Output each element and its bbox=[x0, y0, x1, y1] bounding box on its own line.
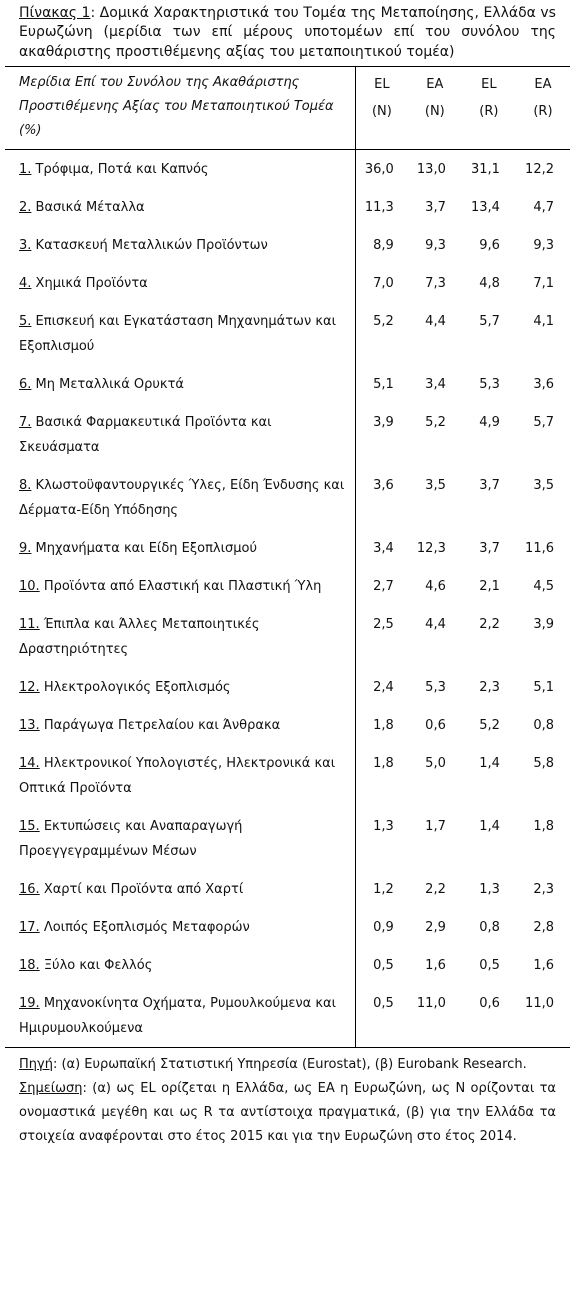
table-caption-label: Πίνακας 1 bbox=[19, 5, 91, 21]
value-cell: 5,1 bbox=[533, 679, 554, 695]
table-row bbox=[5, 188, 570, 226]
table-row bbox=[5, 529, 570, 567]
value-cell: 2,5 bbox=[373, 616, 394, 632]
row-label-text: Ηλεκτρολογικός Εξοπλισμός bbox=[43, 679, 231, 695]
value-cell: 2,2 bbox=[425, 881, 446, 897]
row-label-text: Κατασκευή Μεταλλικών Προϊόντων bbox=[35, 237, 268, 253]
value-cell: 3,7 bbox=[479, 477, 500, 493]
row-label bbox=[5, 807, 356, 870]
row-label bbox=[5, 605, 356, 668]
value-cell: 13,0 bbox=[416, 161, 446, 177]
table-row bbox=[5, 807, 570, 870]
table-row bbox=[5, 668, 570, 706]
row-label bbox=[5, 529, 356, 567]
row-label-text: Ηλεκτρονικοί Υπολογιστές, Ηλεκτρονικά και Οπτικά Προϊόντα bbox=[19, 755, 336, 796]
value-cell: 11,3 bbox=[364, 199, 394, 215]
value-cell: 5,7 bbox=[479, 313, 500, 329]
value-cell: 5,2 bbox=[479, 717, 500, 733]
value-cell: 4,8 bbox=[479, 275, 500, 291]
table-row bbox=[5, 984, 570, 1048]
value-cell: 1,6 bbox=[425, 957, 446, 973]
value-cell: 3,5 bbox=[425, 477, 446, 493]
value-cell: 1,6 bbox=[533, 957, 554, 973]
value-cell: 2,1 bbox=[479, 578, 500, 594]
value-cell: 1,7 bbox=[425, 818, 446, 834]
row-label bbox=[5, 302, 356, 365]
value-cell: 5,0 bbox=[425, 755, 446, 771]
value-cell: 2,4 bbox=[373, 679, 394, 695]
value-cell: 4,1 bbox=[533, 313, 554, 329]
value-cell: 5,2 bbox=[373, 313, 394, 329]
value-cell: 3,5 bbox=[533, 477, 554, 493]
row-label bbox=[5, 188, 356, 226]
row-number: 15. bbox=[19, 818, 40, 834]
value-cell: 4,4 bbox=[425, 616, 446, 632]
value-cell: 5,3 bbox=[479, 376, 500, 392]
value-cell: 4,7 bbox=[533, 199, 554, 215]
table-row bbox=[5, 264, 570, 302]
table-caption bbox=[19, 4, 556, 62]
value-cell: 0,5 bbox=[356, 984, 408, 1048]
row-number: 13. bbox=[19, 717, 40, 733]
value-cell: 1,8 bbox=[373, 717, 394, 733]
table-row bbox=[5, 908, 570, 946]
row-label bbox=[5, 466, 356, 529]
table-row bbox=[5, 302, 570, 365]
table-row bbox=[5, 605, 570, 668]
row-number: 4. bbox=[19, 275, 32, 291]
value-cell: 5,2 bbox=[425, 414, 446, 430]
table-row bbox=[5, 403, 570, 466]
row-number: 2. bbox=[19, 199, 32, 215]
table-header-row bbox=[5, 66, 570, 149]
table-row bbox=[5, 226, 570, 264]
row-label-text: Κλωστοϋφαντουργικές Ύλες, Είδη Ένδυσης και Δέρματα-Είδη Υπόδησης bbox=[19, 477, 345, 518]
row-label bbox=[5, 668, 356, 706]
value-cell: 11,0 bbox=[516, 984, 570, 1048]
row-label-text: Προϊόντα από Ελαστική και Πλαστική Ύλη bbox=[43, 578, 322, 594]
table-row bbox=[5, 706, 570, 744]
column-header-el-r: EL (R) bbox=[462, 66, 516, 149]
value-cell: 1,4 bbox=[479, 755, 500, 771]
value-cell: 2,7 bbox=[373, 578, 394, 594]
value-cell: 36,0 bbox=[364, 161, 394, 177]
value-cell: 13,4 bbox=[470, 199, 500, 215]
value-cell: 2,3 bbox=[533, 881, 554, 897]
row-label-text: Επισκευή και Εγκατάσταση Μηχανημάτων και Εξοπλισμού bbox=[19, 313, 336, 354]
row-label bbox=[5, 567, 356, 605]
row-number: 16. bbox=[19, 881, 40, 897]
row-label bbox=[5, 908, 356, 946]
value-cell: 3,4 bbox=[373, 540, 394, 556]
value-cell: 7,1 bbox=[533, 275, 554, 291]
value-cell: 3,6 bbox=[533, 376, 554, 392]
row-label-text: Λοιπός Εξοπλισμός Μεταφορών bbox=[43, 919, 250, 935]
row-label bbox=[5, 365, 356, 403]
value-cell: 3,7 bbox=[479, 540, 500, 556]
row-label bbox=[5, 149, 356, 188]
row-label bbox=[5, 984, 356, 1048]
row-number: 9. bbox=[19, 540, 32, 556]
value-cell: 5,7 bbox=[533, 414, 554, 430]
row-label-text: Βασικά Φαρμακευτικά Προϊόντα και Σκευάσματα bbox=[19, 414, 272, 455]
value-cell: 4,6 bbox=[425, 578, 446, 594]
row-number: 3. bbox=[19, 237, 32, 253]
row-label bbox=[5, 744, 356, 807]
row-label bbox=[5, 870, 356, 908]
value-cell: 1,2 bbox=[373, 881, 394, 897]
row-number: 10. bbox=[19, 578, 40, 594]
row-number: 18. bbox=[19, 957, 40, 973]
value-cell: 0,5 bbox=[373, 957, 394, 973]
value-cell: 0,6 bbox=[425, 717, 446, 733]
row-label-text: Εκτυπώσεις και Αναπαραγωγή Προεγγεγραμμένων Μέσων bbox=[19, 818, 243, 859]
header-label: Μερίδια Επί του Συνόλου της Ακαθάριστης Προστιθέμενης Αξίας του Μεταποιητικού Τομέα (%) bbox=[5, 66, 356, 149]
row-number: 6. bbox=[19, 376, 32, 392]
value-cell: 4,5 bbox=[533, 578, 554, 594]
value-cell: 2,2 bbox=[479, 616, 500, 632]
value-cell: 3,9 bbox=[373, 414, 394, 430]
value-cell: 9,3 bbox=[425, 237, 446, 253]
column-header-ea-r: EA (R) bbox=[516, 66, 570, 149]
value-cell: 5,1 bbox=[373, 376, 394, 392]
row-label-text: Χημικά Προϊόντα bbox=[35, 275, 148, 291]
column-header-el-n: EL (N) bbox=[356, 66, 408, 149]
value-cell: 0,9 bbox=[373, 919, 394, 935]
value-cell: 9,3 bbox=[533, 237, 554, 253]
value-cell: 1,3 bbox=[373, 818, 394, 834]
row-number: 14. bbox=[19, 755, 40, 771]
row-number: 5. bbox=[19, 313, 32, 329]
row-label-text: Παράγωγα Πετρελαίου και Άνθρακα bbox=[43, 717, 281, 733]
value-cell: 5,3 bbox=[425, 679, 446, 695]
value-cell: 7,3 bbox=[425, 275, 446, 291]
value-cell: 3,9 bbox=[533, 616, 554, 632]
value-cell: 12,3 bbox=[416, 540, 446, 556]
table-caption-text: : Δομικά Χαρακτηριστικά του Τομέα της Μεταποίησης, Ελλάδα vs Ευρωζώνη (μερίδια των επί μέρους υποτομέων επί του συνόλου της ακαθάριστης προστιθέμενης αξίας του μεταποιητικού τομέα) bbox=[19, 5, 556, 60]
row-label bbox=[5, 706, 356, 744]
row-label-text: Χαρτί και Προϊόντα από Χαρτί bbox=[43, 881, 244, 897]
row-number: 7. bbox=[19, 414, 32, 430]
value-cell: 4,9 bbox=[479, 414, 500, 430]
value-cell: 1,4 bbox=[479, 818, 500, 834]
value-cell: 31,1 bbox=[470, 161, 500, 177]
value-cell: 1,8 bbox=[533, 818, 554, 834]
value-cell: 3,6 bbox=[373, 477, 394, 493]
row-label-text: Μηχανοκίνητα Οχήματα, Ρυμουλκούμενα και Ημιρυμουλκούμενα bbox=[19, 995, 336, 1036]
value-cell: 1,3 bbox=[479, 881, 500, 897]
footnotes bbox=[19, 1053, 556, 1149]
table-row bbox=[5, 870, 570, 908]
manufacturing-shares-table bbox=[5, 66, 570, 1048]
table-row bbox=[5, 149, 570, 188]
note-text: : (α) ως EL ορίζεται η Ελλάδα, ως EA η Ευρωζώνη, ως N ορίζονται τα ονομαστικά μεγέθη και ως R τα αντίστοιχα πραγματικά, (β) για την Ελλάδα τα στοιχεία αναφέρονται στο έτος 2015 και για την Ευρωζώνη στο έτος 2014. bbox=[19, 1080, 556, 1144]
row-label bbox=[5, 264, 356, 302]
row-label bbox=[5, 226, 356, 264]
value-cell: 0,5 bbox=[479, 957, 500, 973]
explanatory-note bbox=[19, 1077, 556, 1149]
value-cell: 2,9 bbox=[425, 919, 446, 935]
source-note bbox=[19, 1053, 556, 1077]
value-cell: 0,8 bbox=[479, 919, 500, 935]
value-cell: 7,0 bbox=[373, 275, 394, 291]
table-body bbox=[5, 149, 570, 1047]
row-label bbox=[5, 403, 356, 466]
row-label-text: Έπιπλα και Άλλες Μεταποιητικές Δραστηριότητες bbox=[19, 616, 260, 657]
value-cell: 12,2 bbox=[525, 161, 554, 177]
row-label bbox=[5, 946, 356, 984]
table-row bbox=[5, 567, 570, 605]
source-text: : (α) Ευρωπαϊκή Στατιστική Υπηρεσία (Eurostat), (β) Eurobank Research. bbox=[52, 1056, 527, 1072]
row-label-text: Τρόφιμα, Ποτά και Καπνός bbox=[35, 161, 209, 177]
table-row bbox=[5, 946, 570, 984]
note-label: Σημείωση bbox=[19, 1080, 83, 1096]
value-cell: 5,8 bbox=[533, 755, 554, 771]
row-number: 19. bbox=[19, 995, 40, 1011]
table-row bbox=[5, 466, 570, 529]
value-cell: 1,8 bbox=[373, 755, 394, 771]
value-cell: 9,6 bbox=[479, 237, 500, 253]
row-label-text: Βασικά Μέταλλα bbox=[35, 199, 145, 215]
value-cell: 2,8 bbox=[533, 919, 554, 935]
row-number: 1. bbox=[19, 161, 32, 177]
row-number: 11. bbox=[19, 616, 40, 632]
value-cell: 8,9 bbox=[373, 237, 394, 253]
value-cell: 0,8 bbox=[533, 717, 554, 733]
value-cell: 11,6 bbox=[525, 540, 554, 556]
value-cell: 0,6 bbox=[462, 984, 516, 1048]
value-cell: 3,4 bbox=[425, 376, 446, 392]
table-row bbox=[5, 744, 570, 807]
value-cell: 3,7 bbox=[425, 199, 446, 215]
table-row bbox=[5, 365, 570, 403]
value-cell: 4,4 bbox=[425, 313, 446, 329]
source-label: Πηγή bbox=[19, 1056, 53, 1072]
row-number: 8. bbox=[19, 477, 32, 493]
row-number: 12. bbox=[19, 679, 40, 695]
column-header-ea-n: EA (N) bbox=[408, 66, 462, 149]
row-label-text: Ξύλο και Φελλός bbox=[43, 957, 153, 973]
value-cell: 2,3 bbox=[479, 679, 500, 695]
row-label-text: Μηχανήματα και Είδη Εξοπλισμού bbox=[35, 540, 257, 556]
row-label-text: Μη Μεταλλικά Ορυκτά bbox=[35, 376, 184, 392]
row-number: 17. bbox=[19, 919, 40, 935]
value-cell: 11,0 bbox=[408, 984, 462, 1048]
